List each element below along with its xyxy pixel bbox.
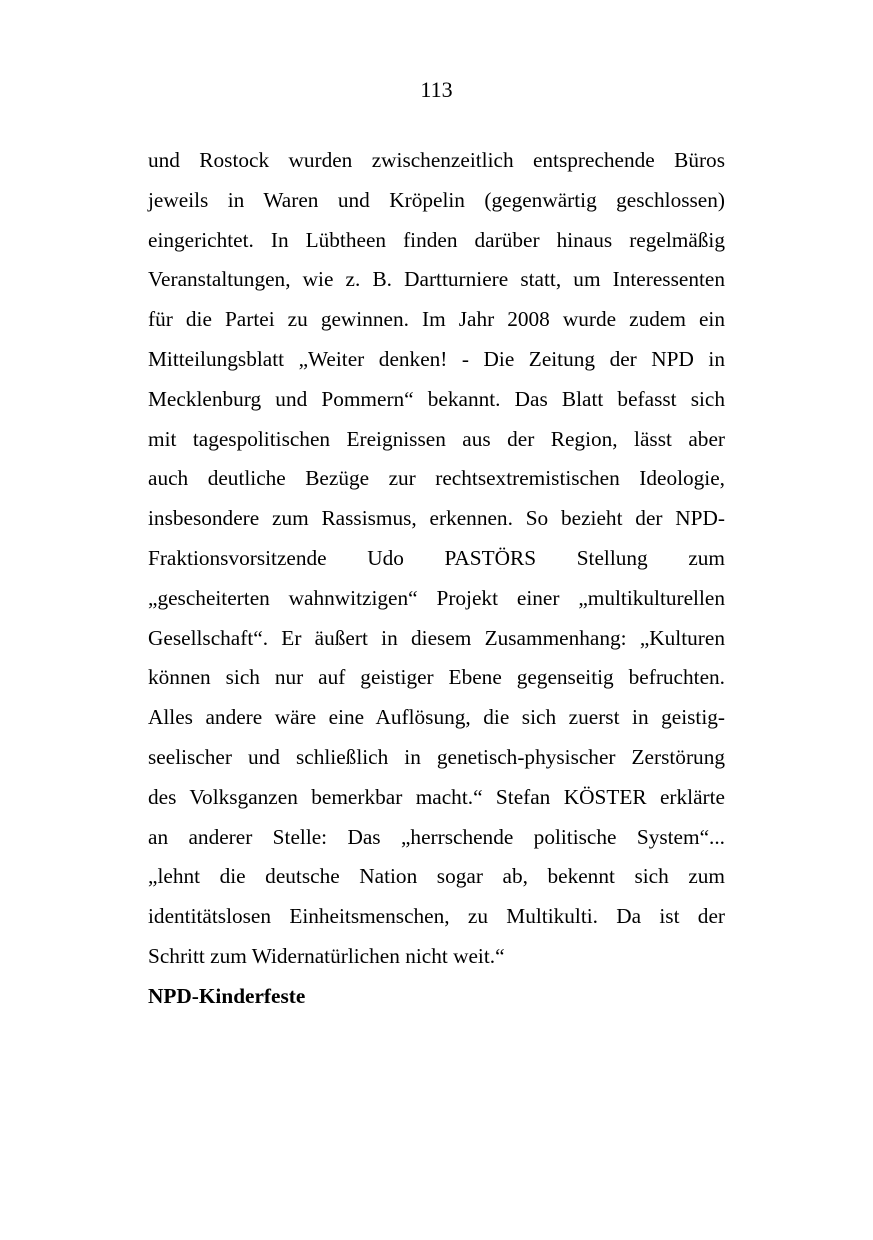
paragraph-line: Veranstaltungen, wie z. B. Dartturniere statt, um Interessenten <box>148 267 725 292</box>
paragraph-line: seelischer und schließlich in genetisch-physischer Zerstörung <box>148 744 725 769</box>
paragraph-line: Fraktionsvorsitzende Udo PASTÖRS Stellung zum <box>148 545 725 570</box>
paragraph-line: „gescheiterten wahnwitzigen“ Projekt einer „multikulturellen <box>148 585 725 610</box>
section-heading: NPD-Kinderfeste <box>148 983 306 1008</box>
body-paragraph <box>148 141 725 1017</box>
paragraph-line: auch deutliche Bezüge zur rechtsextremistischen Ideologie, <box>148 466 725 491</box>
paragraph-line: Mecklenburg und Pommern“ bekannt. Das Blatt befasst sich <box>148 386 725 411</box>
paragraph-line: Schritt zum Widernatürlichen nicht weit.“ <box>148 943 505 968</box>
paragraph-line: identitätslosen Einheitsmenschen, zu Multikulti. Da ist der <box>148 904 725 929</box>
paragraph-line: Gesellschaft“. Er äußert in diesem Zusammenhang: „Kulturen <box>148 625 725 650</box>
paragraph-line: insbesondere zum Rassismus, erkennen. So bezieht der NPD- <box>148 506 725 531</box>
paragraph-line: eingerichtet. In Lübtheen finden darüber hinaus regelmäßig <box>148 227 725 252</box>
paragraph-line: Alles andere wäre eine Auflösung, die sich zuerst in geistig- <box>148 705 725 730</box>
paragraph-line: mit tagespolitischen Ereignissen aus der Region, lässt aber <box>148 426 725 451</box>
paragraph-line: jeweils in Waren und Kröpelin (gegenwärtig geschlossen) <box>148 187 725 212</box>
paragraph-line: „lehnt die deutsche Nation sogar ab, bekennt sich zum <box>148 864 725 889</box>
paragraph-line: können sich nur auf geistiger Ebene gegenseitig befruchten. <box>148 665 725 690</box>
page-number: 113 <box>420 77 453 102</box>
paragraph-line: und Rostock wurden zwischenzeitlich entsprechende Büros <box>148 148 725 172</box>
paragraph-line: für die Partei zu gewinnen. Im Jahr 2008 wurde zudem ein <box>148 307 725 332</box>
paragraph-line: des Volksganzen bemerkbar macht.“ Stefan KÖSTER erklärte <box>148 784 725 809</box>
paragraph-line: an anderer Stelle: Das „herrschende politische System“... <box>148 824 725 849</box>
paragraph-line: Mitteilungsblatt „Weiter denken! - Die Zeitung der NPD in <box>148 346 725 371</box>
